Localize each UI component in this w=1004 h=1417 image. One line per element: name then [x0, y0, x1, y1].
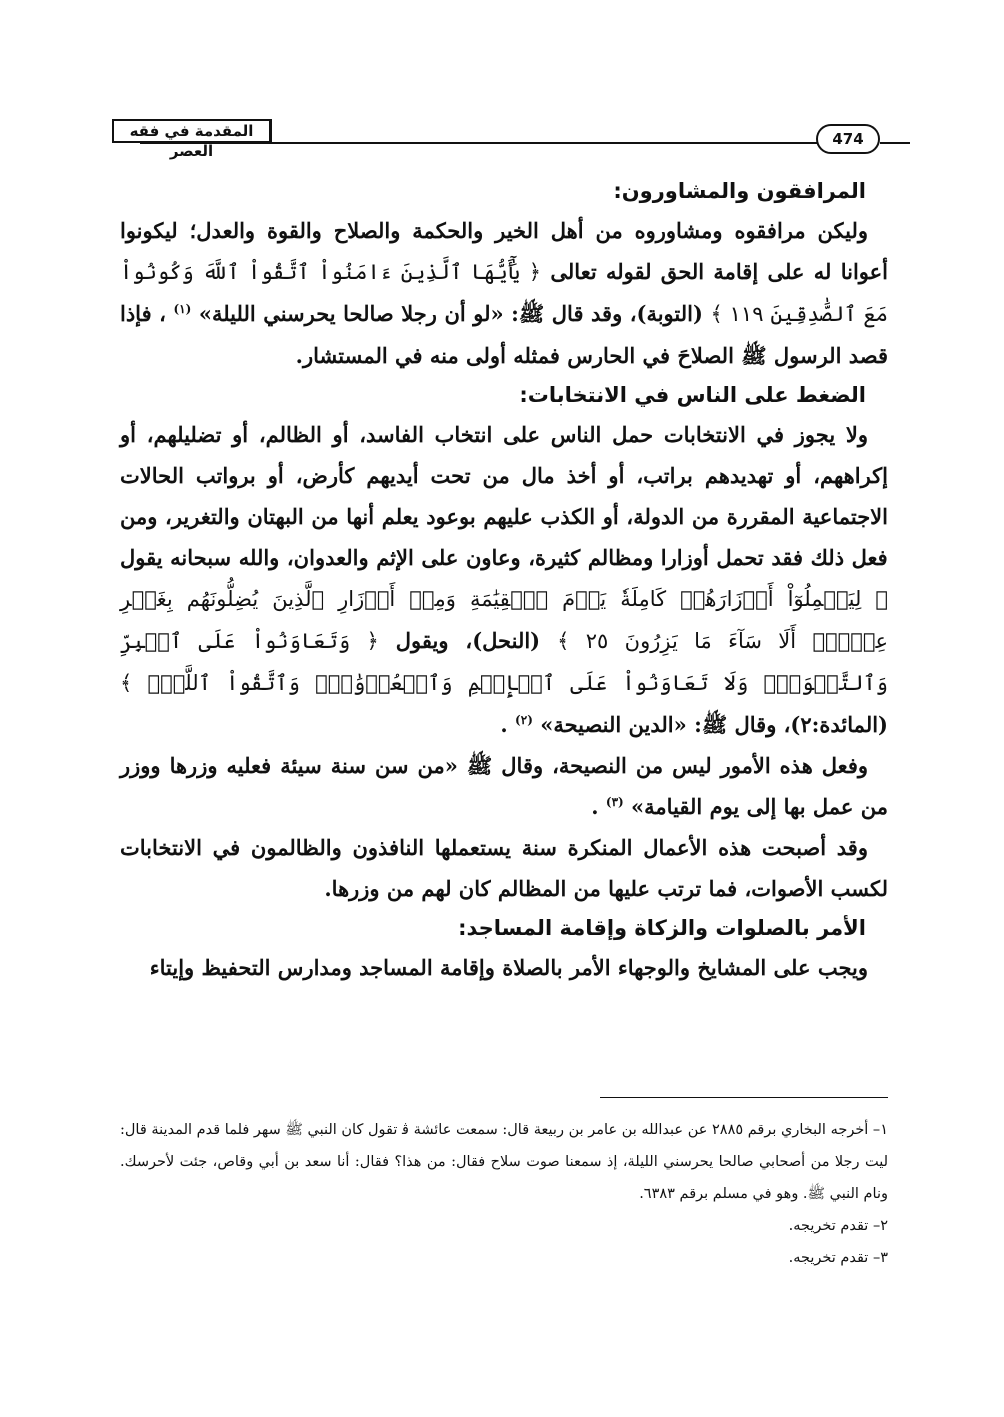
paragraph-text: (النحل)، ويقول — [378, 628, 541, 653]
footnotes — [120, 1114, 888, 1274]
quran-verse: ﴿ لِيَحۡمِلُوٓاْ أَوۡزَارَهُمۡ كَامِلَةٗ يَوۡمَ ٱلۡقِيَٰمَةِ وَمِنۡ أَوۡزَارِ ٱلَّذِينَ يُضِلُّونَهُم بِغَيۡرِ عِلۡمٍۗ أَلَا سَآءَ مَا يَزِرُونَ ٢٥ ﴾ — [120, 587, 888, 653]
paragraph-text: وقد أصبحت هذه الأعمال المنكرة سنة يستعملها النافذون والظالمون في الانتخابات لكسب الأصوات، فما ترتب عليها من المظالم كان لهم من وزرها. — [120, 835, 888, 901]
paragraph-text: ، فإذا قصد الرسول ﷺ الصلاحَ في الحارس فمثله أولى منه في المستشار. — [120, 301, 888, 368]
paragraph-text: ولا يجوز في الانتخابات حمل الناس على انتخاب الفاسد، أو الظالم، أو تضليلهم، أو إكراههم، أو تهديدهم براتب، أو أخذ مال من تحت أيديهم كأرض، أو برواتب الحالات الاجتماعية المقررة من الدولة، أو الكذب عليهم بوعود يعلم أنها من البهتان والتغرير، ومن فعل ذلك فقد تحمل أوزارا ومظالم كثيرة، وعاون على الإثم والعدوان، والله سبحانه يقول — [120, 422, 888, 570]
paragraph-text: (المائدة:٢)، وقال ﷺ: «الدين النصيحة» — [540, 712, 888, 737]
footnote-separator — [600, 1097, 888, 1098]
paragraph — [120, 827, 888, 909]
paragraph-text: . — [500, 712, 508, 737]
page-number: 474 — [816, 124, 880, 154]
section-heading: الضغط على الناس في الانتخابات: — [519, 383, 866, 407]
footnote-ref: (٣) — [605, 795, 624, 809]
paragraph — [120, 210, 888, 376]
page-number-rule — [880, 142, 910, 144]
footnote-ref: (٢) — [515, 713, 533, 727]
quran-verse: ﴿ يَٰٓأَيُّهَا ٱلَّذِينَ ءَامَنُواْ ٱتَّقُواْ ٱللَّهَ وَكُونُواْ مَعَ ٱلصَّٰدِقِينَ ١١٩ ﴾ — [120, 260, 889, 326]
paragraph — [120, 947, 888, 988]
footnote: ١– أخرجه البخاري برقم ٢٨٨٥ عن عبدالله بن عامر بن ربيعة قال: سمعت عائشة ﭬ تقول كان النبي ﷺ سهر فلما قدم المدينة قال: ليت رجلا من أصحابي صالحا يحرسني الليلة، إذ سمعنا صوت سلاح فقال: من هذا؟ فقال: أنا سعد بن أبي وقاص، جئت لأحرسك. ونام النبي ﷺ. وهو في مسلم برقم ٦٣٨٣. — [120, 1122, 888, 1202]
main-text — [120, 172, 888, 988]
section-heading: المرافقون والمشاورون: — [613, 179, 866, 203]
footnote-ref: (١) — [173, 302, 192, 316]
paragraph-text: وفعل هذه الأمور ليس من النصيحة، وقال ﷺ «من سن سنة سيئة فعليه وزرها ووزر من عمل بها إلى يوم القيامة» — [120, 753, 888, 819]
footnote: ٢– تقدم تخريجه. — [788, 1218, 888, 1234]
quran-verse: ﴿ وَتَعَاوَنُواْ عَلَى ٱلۡبِرِّ وَٱلتَّقۡوَىٰۖ وَلَا تَعَاوَنُواْ عَلَى ٱلۡإِثۡمِ وَٱلۡعُدۡوَٰنِۚ وَٱتَّقُواْ ٱللَّهَۖ ﴾ — [120, 629, 888, 695]
footnote: ٣– تقدم تخريجه. — [788, 1250, 888, 1266]
paragraph — [120, 414, 888, 745]
book-title: المقدمة في فقه العصر — [112, 119, 272, 143]
paragraph — [120, 745, 888, 827]
section-heading: الأمر بالصلوات والزكاة وإقامة المساجد: — [458, 916, 866, 940]
paragraph-text: (التوبة)، وقد قال ﷺ: «لو أن رجلا صالحا يحرسني الليلة» — [198, 301, 703, 326]
paragraph-text: . — [591, 794, 599, 819]
paragraph-text: وليكن مرافقوه ومشاوروه من أهل الخير والحكمة والصلاح والقوة والعدل؛ ليكونوا أعوانا له على إقامة الحق لقوله تعالى — [120, 218, 888, 284]
paragraph-text: ويجب على المشايخ والوجهاء الأمر بالصلاة وإقامة المساجد ومدارس التحفيظ وإيتاء — [149, 955, 868, 980]
